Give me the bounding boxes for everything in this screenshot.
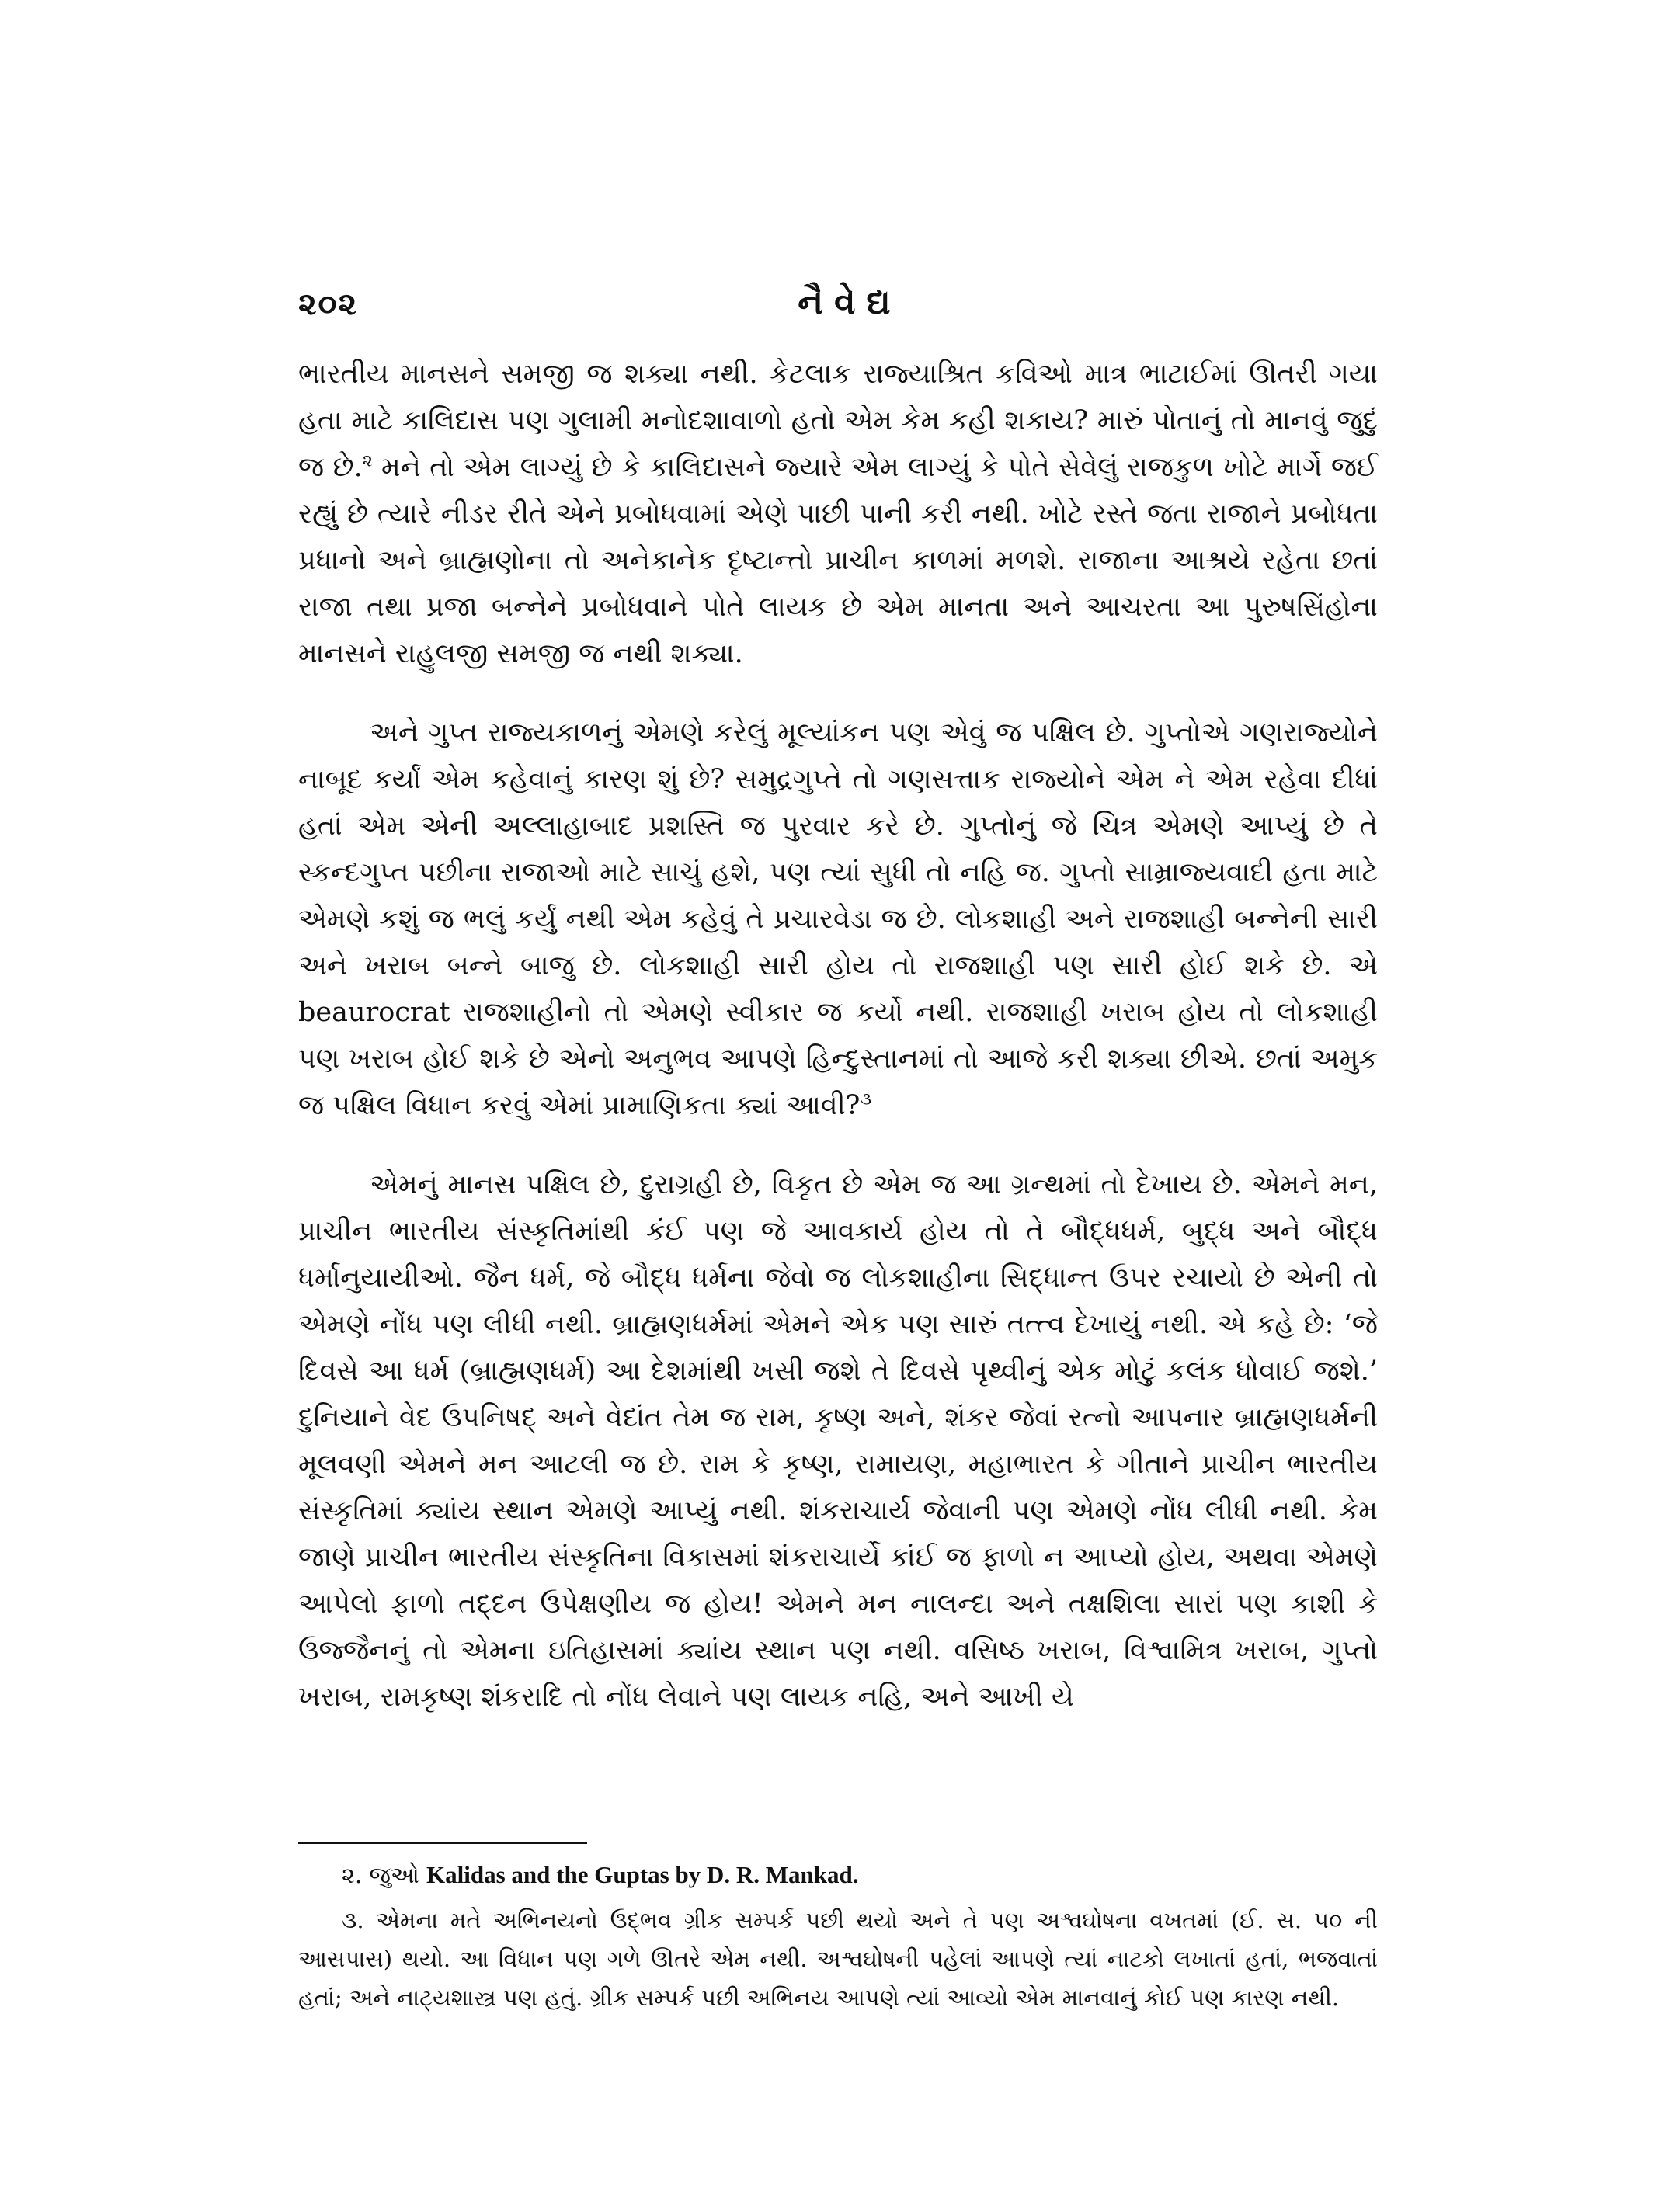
footnote-reference: ૩ xyxy=(860,1089,872,1109)
paragraph-3 xyxy=(298,1162,1378,1721)
footnote-marker: ૩. xyxy=(342,1907,364,1933)
footnote-text: એમના મતે અભિનયનો ઉદ્ભવ ગ્રીક સમ્પર્ક પછી થયો અને તે પણ અશ્વઘોષના વખતમાં (ઈ. સ. ૫૦ ની આસપાસ) થયો. આ વિધાન પણ ગળે ઊતરે એમ નથી. અશ્વઘોષની પહેલાં આપણે ત્યાં નાટકો લખાતાં હતાં, ભજવાતાં હતાં; અને નાટ્યશાસ્ત્ર પણ હતું. ગ્રીક સમ્પર્ક પછી અભિનય આપણે ત્યાં આવ્યો એમ માનવાનું કોઈ પણ કારણ નથી. xyxy=(298,1907,1379,2011)
page-number: ૨૦૨ xyxy=(298,286,359,322)
footnote-2 xyxy=(298,1856,1378,1894)
footnotes xyxy=(298,1856,1378,2023)
footnote-divider xyxy=(298,1842,587,1844)
footnote-prefix: જુઓ xyxy=(369,1862,427,1888)
paragraph-1 xyxy=(298,351,1378,677)
paragraph-text: એમનું માનસ પક્ષિલ છે, દુરાગ્રહી છે, વિકૃત છે એમ જ આ ગ્રન્થમાં તો દેખાય છે. એમને મન, પ્રાચીન ભારતીય સંસ્કૃતિમાંથી કંઈ પણ જે આવકાર્ય હોય તો તે બૌદ્ધધર્મ, બુદ્ધ અને બૌદ્ધ ધર્માનુયાયીઓ. જૈન ધર્મ, જે બૌદ્ધ ધર્મના જેવો જ લોકશાહીના સિદ્ધાન્ત ઉપર રચાયો છે એની તો એમણે નોંધ પણ લીધી નથી. બ્રાહ્મણધર્મમાં એમને એક પણ સારું તત્ત્વ દેખાયું નથી. એ કહે છે: ‘જે દિવસે આ ધર્મ (બ્રાહ્મણધર્મ) આ દેશમાંથી ખસી જશે તે દિવસે પૃથ્વીનું એક મોટું કલંક ધોવાઈ જશે.’ દુનિયાને વેદ ઉપનિષદ્ અને વેદાંત તેમ જ રામ, કૃષ્ણ અને, શંકર જેવાં રત્નો આપનાર બ્રાહ્મણધર્મની મૂલવણી એમને મન આટલી જ છે. રામ કે કૃષ્ણ, રામાયણ, મહાભારત કે ગીતાને પ્રાચીન ભારતીય સંસ્કૃતિમાં ક્યાંય સ્થાન એમણે આપ્યું નથી. શંકરાચાર્ય જેવાની પણ એમણે નોંધ લીધી નથી. કેમ જાણે પ્રાચીન ભારતીય સંસ્કૃતિના વિકાસમાં શંકરાચાર્યે કાંઈ જ ફાળો ન આપ્યો હોય, અથવા એમણે આપેલો ફાળો તદ્દન ઉપેક્ષણીય જ હોય! એમને મન નાલન્દા અને તક્ષશિલા સારાં પણ કાશી કે ઉજ્જૈનનું તો એમના ઇતિહાસમાં ક્યાંય સ્થાન પણ નથી. વસિષ્ઠ ખરાબ, વિશ્વામિત્ર ખરાબ, ગુપ્તો ખરાબ, રામકૃષ્ણ શંકરાદિ તો નોંધ લેવાને પણ લાયક નહિ, અને આખી યે xyxy=(298,1169,1378,1713)
footnote-marker: ૨. xyxy=(342,1862,363,1888)
paragraph-text-continued: મને તો એમ લાગ્યું છે કે કાલિદાસને જ્યારે એમ લાગ્યું કે પોતે સેવેલું રાજકુળ ખોટે માર્ગે જઈ રહ્યું છે ત્યારે નીડર રીતે એને પ્રબોધવામાં એણે પાછી પાની કરી નથી. ખોટે રસ્તે જતા રાજાને પ્રબોધતા પ્રધાનો અને બ્રાહ્મણોના તો અનેકાનેક દૃષ્ટાન્તો પ્રાચીન કાળમાં મળશે. રાજાના આશ્રયે રહેતા છતાં રાજા તથા પ્રજા બન્નેને પ્રબોધવાને પોતે લાયક છે એમ માનતા અને આચરતા આ પુરુષસિંહોના માનસને રાહુલજી સમજી જ નથી શક્યા. xyxy=(298,452,1378,669)
paragraph-text: અને ગુપ્ત રાજ્યકાળનું એમણે કરેલું મૂલ્યાંકન પણ એવું જ પક્ષિલ છે. ગુપ્તોએ ગણરાજ્યોને નાબૂદ કર્યાં એમ કહેવાનું કારણ શું છે? સમુદ્રગુપ્તે તો ગણસત્તાક રાજ્યોને એમ ને એમ રહેવા દીધાં હતાં એમ એની અલ્લાહાબાદ પ્રશસ્તિ જ પુરવાર કરે છે. ગુપ્તોનું જે ચિત્ર એમણે આપ્યું છે તે સ્કન્દગુપ્ત પછીના રાજાઓ માટે સાચું હશે, પણ ત્યાં સુધી તો નહિ જ. ગુપ્તો સામ્રાજ્યવાદી હતા માટે એમણે કશું જ ભલું કર્યું નથી એમ કહેવું તે પ્રચારવેડા જ છે. લોકશાહી અને રાજશાહી બન્નેની સારી અને ખરાબ બન્ને બાજુ છે. લોકશાહી સારી હોય તો રાજશાહી પણ સારી હોઈ શકે છે. એ beaurocrat રાજશાહીનો તો એમણે સ્વીકાર જ કર્યો નથી. રાજશાહી ખરાબ હોય તો લોકશાહી પણ ખરાબ હોઈ શકે છે એનો અનુભવ આપણે હિન્દુસ્તાનમાં તો આજે કરી શક્યા છીએ. છતાં અમુક જ પક્ષિલ વિધાન કરવું એમાં પ્રામાણિકતા ક્યાં આવી? xyxy=(298,717,1378,1121)
footnote-reference: ૨ xyxy=(362,451,373,471)
body-text xyxy=(298,351,1378,1753)
running-title: નૈવેદ્ય xyxy=(798,283,902,322)
footnote-citation: Kalidas and the Guptas by D. R. Mankad. xyxy=(426,1861,859,1888)
footnote-3 xyxy=(298,1901,1378,2017)
paragraph-2 xyxy=(298,710,1378,1129)
page-header xyxy=(298,283,1378,332)
paragraph-text: ભારતીય માનસને સમજી જ શક્યા નથી. કેટલાક રાજ્યાશ્રિત કવિઓ માત્ર ભાટાઈમાં ઊતરી ગયા હતા માટે કાલિદાસ પણ ગુલામી મનોદશાવાળો હતો એમ કેમ કહી શકાય? મારું પોતાનું તો માનવું જુદું જ છે. xyxy=(298,359,1378,483)
